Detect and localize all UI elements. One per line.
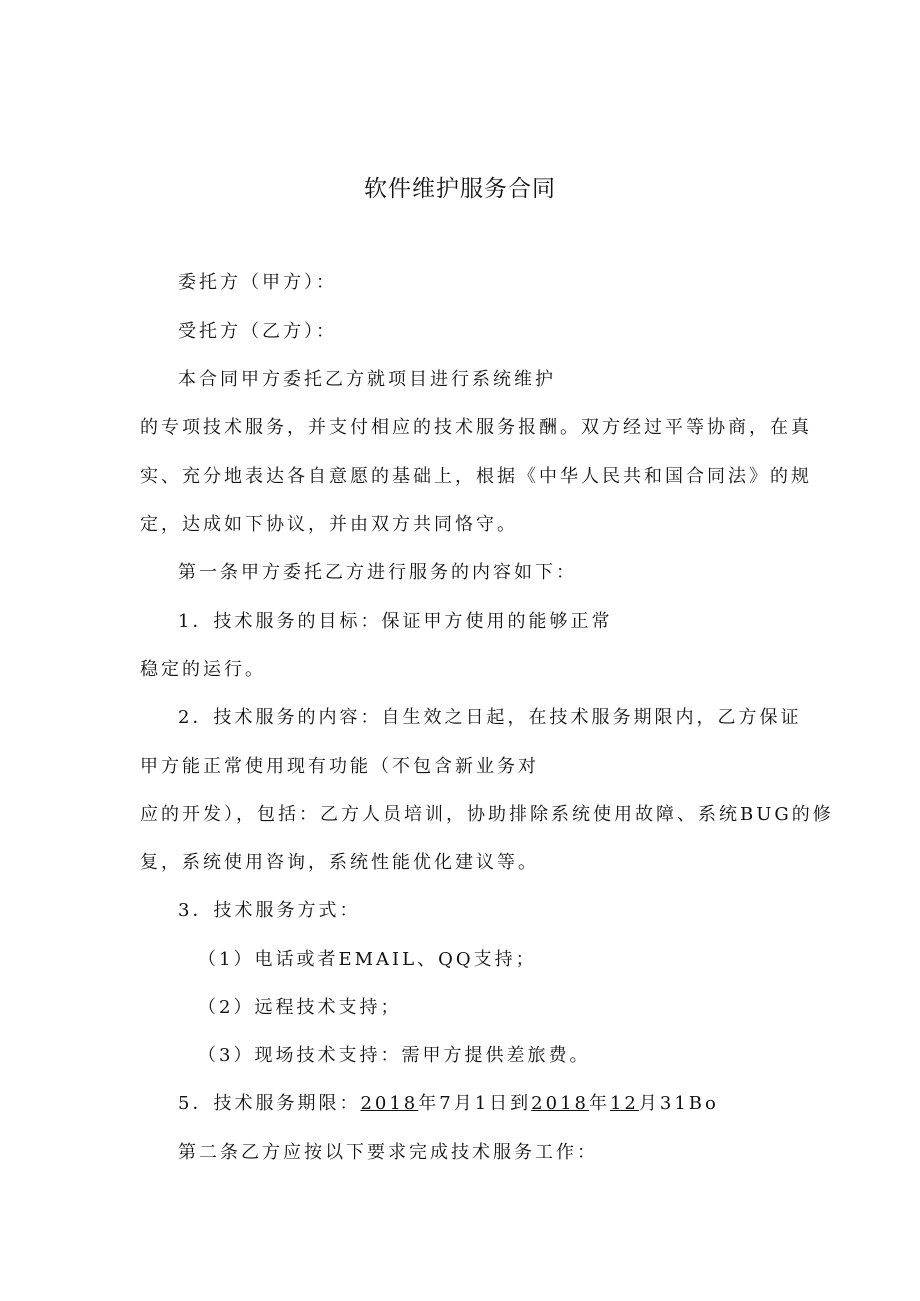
contractor-party-line: 受托方（乙方）： [178, 321, 337, 342]
item-2-line-1: 2．技术服务的内容：自生效之日起，在技术服务期限内，乙方保证 [178, 707, 802, 728]
item-2-line-4: 复，系统使用咨询，系统性能优化建议等。 [140, 852, 539, 873]
item-1-line-2: 稳定的运行。 [140, 659, 266, 680]
article-2-heading: 第二条乙方应按以下要求完成技术服务工作： [178, 1142, 598, 1163]
term-end-year: 2018 [531, 1093, 589, 1114]
preamble-line-2: 的专项技术服务，并支付相应的技术服务报酬。双方经过平等协商，在真 [140, 417, 812, 438]
term-end-month: 12 [609, 1093, 639, 1114]
term-start-rest: 年7月1日到 [418, 1093, 532, 1114]
preamble-line-1: 本合同甲方委托乙方就项目进行系统维护 [178, 369, 556, 390]
page-title: 软件维护服务合同 [364, 176, 556, 202]
article-1-heading: 第一条甲方委托乙方进行服务的内容如下： [178, 562, 577, 583]
client-party-line: 委托方（甲方）： [178, 272, 337, 293]
item-1-line-1: 1．技术服务的目标：保证甲方使用的能够正常 [178, 611, 613, 632]
term-start-year: 2018 [360, 1093, 419, 1114]
preamble-line-4: 定，达成如下协议，并由双方共同恪守。 [140, 514, 518, 535]
item-5-term-line [178, 1089, 719, 1115]
item-2-line-2: 甲方能正常使用现有功能（不包含新业务对 [140, 756, 539, 777]
preamble-line-3: 实、充分地表达各自意愿的基础上，根据《中华人民共和国合同法》的规 [140, 466, 812, 487]
term-prefix: 5．技术服务期限： [178, 1093, 361, 1114]
item-3-option-2: （2）远程技术支持； [198, 997, 402, 1018]
term-end-rest: 月31Bo [638, 1093, 719, 1114]
item-3-option-3: （3）现场技术支持：需甲方提供差旅费。 [198, 1045, 591, 1066]
term-end-mid: 年 [588, 1093, 610, 1114]
item-3-option-1: （1）电话或者EMAIL、QQ支持； [198, 949, 537, 970]
item-2-line-3: 应的开发），包括：乙方人员培训，协助排除系统使用故障、系统BUG的修 [140, 804, 834, 825]
item-3-heading: 3．技术服务方式： [178, 900, 361, 921]
